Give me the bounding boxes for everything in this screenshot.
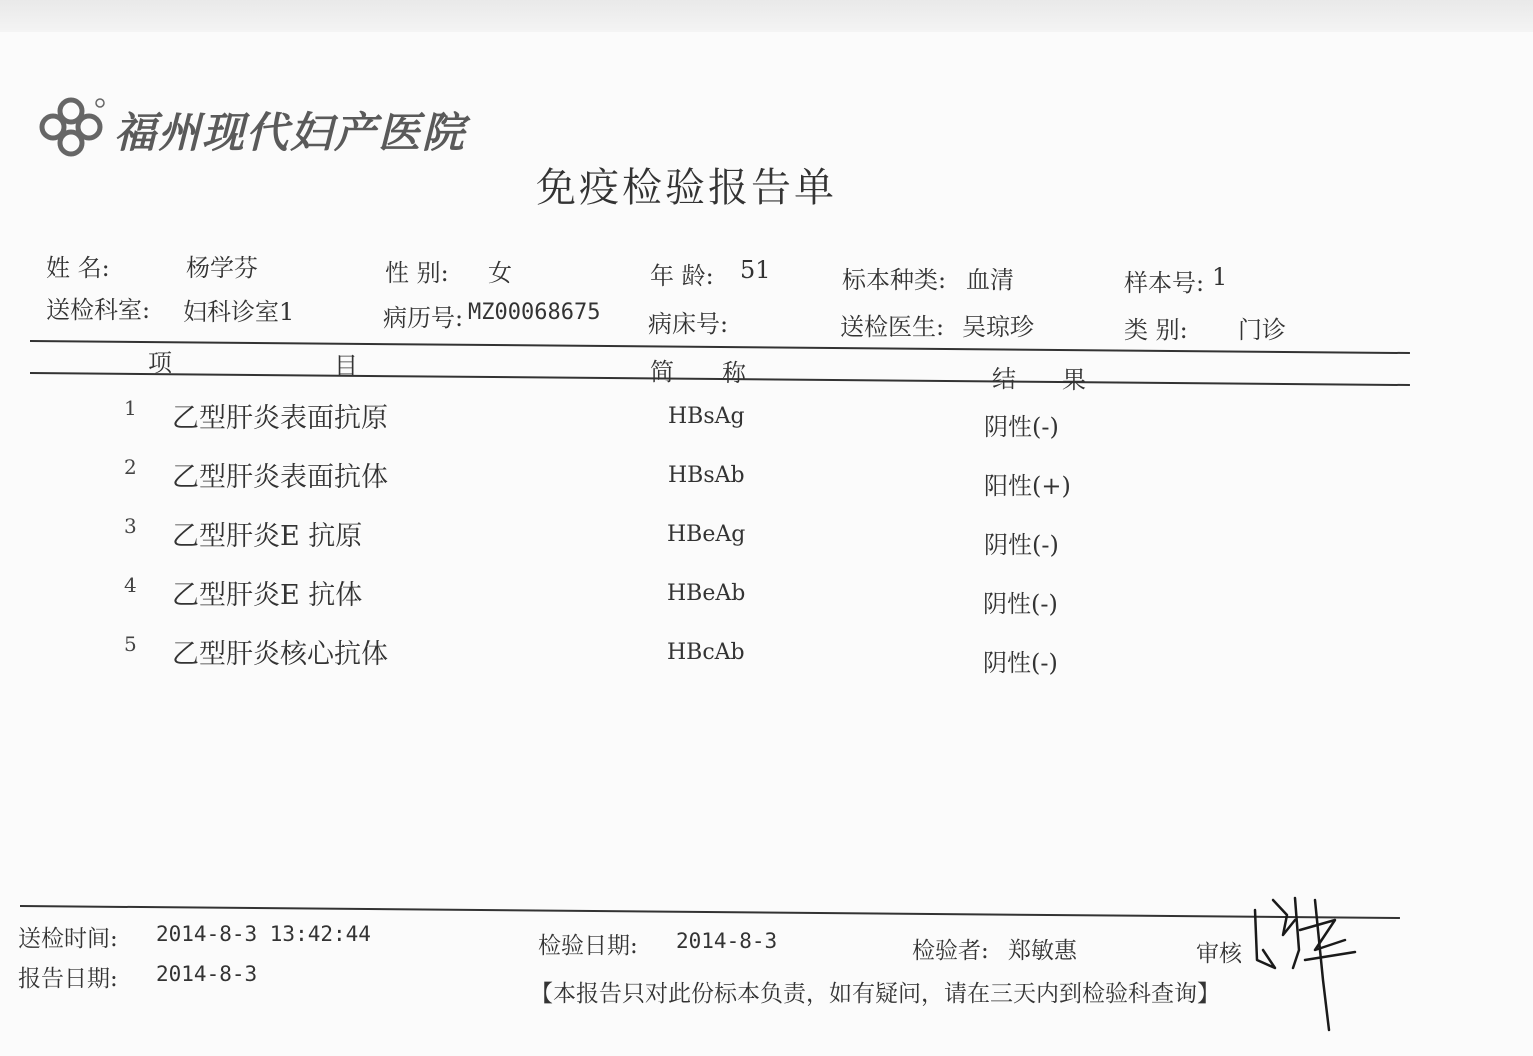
row-result: 阴性(-) bbox=[983, 649, 1058, 677]
patient-name: 杨学芬 bbox=[186, 254, 258, 282]
reviewer-signature bbox=[1245, 890, 1365, 1040]
send-time: 2014-8-3 13:42:44 bbox=[156, 922, 371, 946]
row-number: 5 bbox=[124, 632, 137, 656]
row-result: 阴性(-) bbox=[984, 413, 1059, 441]
col-item-head-1: 项 bbox=[148, 349, 172, 377]
name-label: 姓 名: bbox=[46, 254, 110, 282]
reviewer-label: 审核 bbox=[1196, 941, 1242, 967]
row-number: 1 bbox=[124, 396, 137, 420]
sample-no-label: 样本号: bbox=[1124, 269, 1205, 297]
row-item: 乙型肝炎核心抗体 bbox=[172, 639, 388, 670]
hospital-logo-block bbox=[36, 95, 466, 165]
specimen-type-label: 标本种类: bbox=[842, 266, 947, 294]
col-result-head-1: 结 bbox=[992, 365, 1016, 393]
row-number: 4 bbox=[124, 573, 137, 597]
department: 妇科诊室1 bbox=[183, 298, 295, 326]
record-no-label: 病历号: bbox=[383, 304, 464, 332]
row-result: 阴性(-) bbox=[984, 531, 1059, 559]
disclaimer: 【本报告只对此份标本负责，如有疑问，请在三天内到检验科查询】 bbox=[530, 981, 1220, 1007]
record-no: MZ00068675 bbox=[468, 300, 601, 325]
age-label: 年 龄: bbox=[650, 262, 714, 290]
patient-gender: 女 bbox=[488, 259, 512, 287]
test-date-label: 检验日期: bbox=[538, 933, 638, 959]
col-result-head-2: 果 bbox=[1062, 366, 1086, 394]
category: 门诊 bbox=[1238, 316, 1286, 344]
gender-label: 性 别: bbox=[385, 259, 449, 287]
category-label: 类 别: bbox=[1124, 316, 1188, 344]
doctor: 吴琼珍 bbox=[962, 313, 1034, 341]
tester: 郑敏惠 bbox=[1008, 938, 1077, 964]
row-abbr: HBcAb bbox=[667, 640, 745, 665]
specimen-type: 血清 bbox=[966, 266, 1014, 294]
department-label: 送检科室: bbox=[46, 296, 151, 324]
row-number: 2 bbox=[124, 455, 137, 479]
row-result: 阳性(+) bbox=[984, 472, 1071, 500]
bed-no-label: 病床号: bbox=[648, 310, 729, 338]
test-date: 2014-8-3 bbox=[676, 929, 778, 953]
doctor-label: 送检医生: bbox=[840, 313, 945, 341]
row-abbr: HBeAg bbox=[667, 522, 746, 547]
col-abbr-head-2: 称 bbox=[722, 359, 746, 387]
row-abbr: HBsAb bbox=[668, 463, 745, 488]
row-item: 乙型肝炎表面抗原 bbox=[172, 403, 388, 434]
row-result: 阴性(-) bbox=[983, 590, 1058, 618]
report-date-label: 报告日期: bbox=[18, 966, 118, 992]
sample-no: 1 bbox=[1212, 263, 1228, 291]
col-abbr-head-1: 简 bbox=[650, 358, 674, 386]
row-abbr: HBeAb bbox=[667, 581, 746, 606]
row-item: 乙型肝炎E 抗体 bbox=[172, 580, 363, 611]
tester-label: 检验者: bbox=[912, 938, 989, 964]
patient-age: 51 bbox=[740, 256, 771, 284]
scanner-top-strip bbox=[0, 0, 1533, 33]
row-item: 乙型肝炎E 抗原 bbox=[172, 521, 363, 552]
row-number: 3 bbox=[124, 514, 137, 538]
row-item: 乙型肝炎表面抗体 bbox=[172, 462, 388, 493]
row-abbr: HBsAg bbox=[668, 404, 745, 429]
col-item-head-2: 目 bbox=[334, 352, 358, 380]
report-date: 2014-8-3 bbox=[156, 962, 258, 986]
report-title: 免疫检验报告单 bbox=[536, 165, 837, 211]
send-time-label: 送检时间: bbox=[18, 926, 118, 952]
hospital-logo-icon bbox=[36, 95, 106, 165]
hospital-name: 福州现代妇产医院 bbox=[114, 108, 467, 157]
